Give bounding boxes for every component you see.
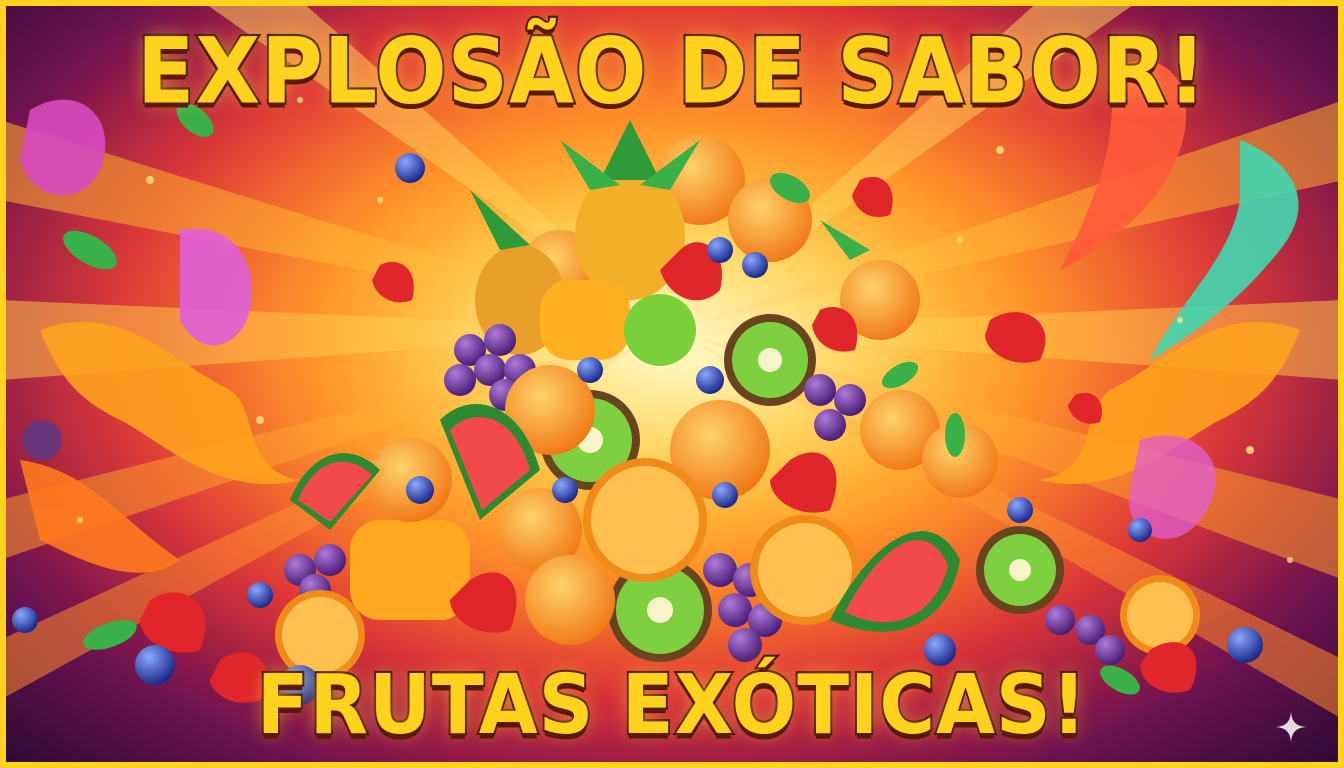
sparkle-icon	[1276, 712, 1306, 742]
subheadline: FRUTAS EXÓTICAS!	[256, 656, 1088, 753]
headline: EXPLOSÃO DE SABOR!	[136, 18, 1208, 124]
